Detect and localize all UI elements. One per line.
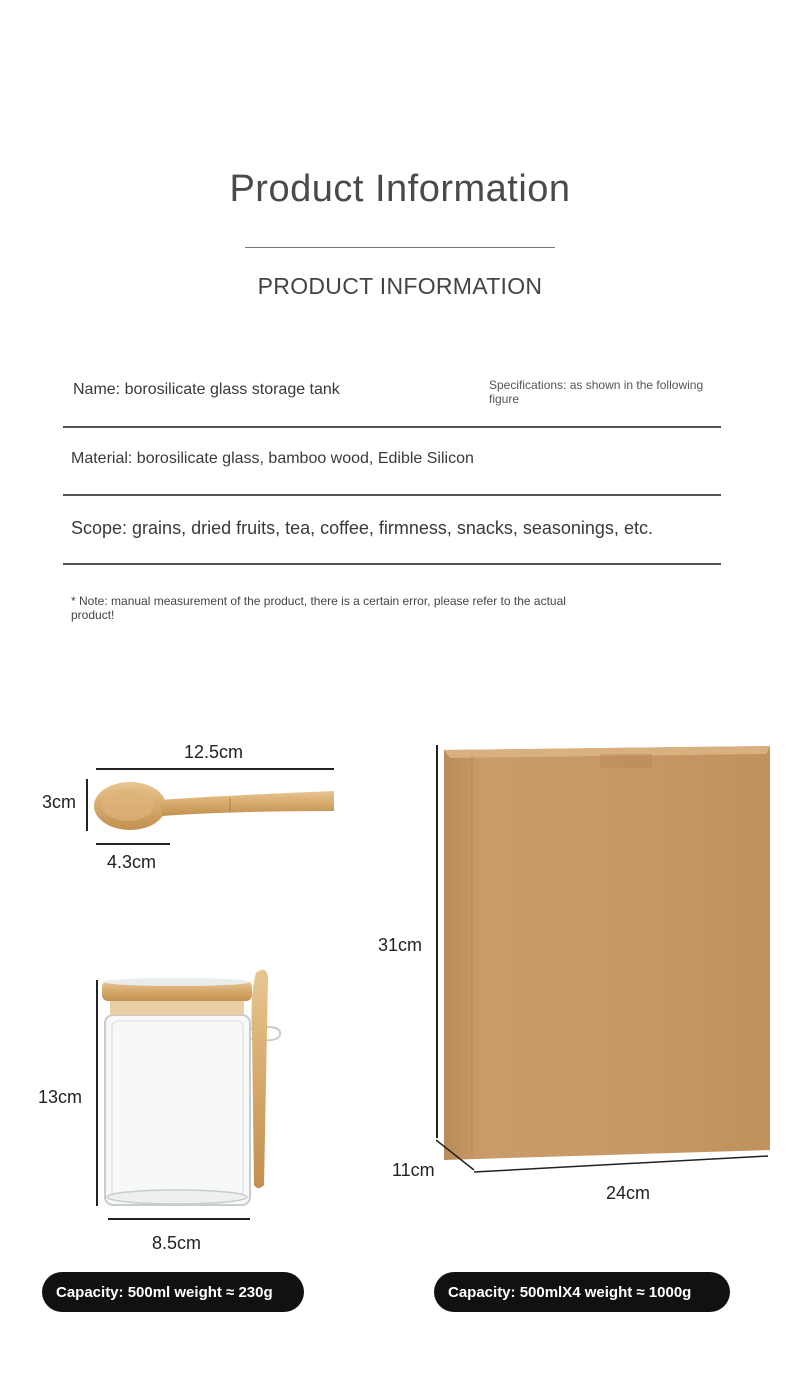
box-width-label: 24cm bbox=[606, 1183, 651, 1203]
jar-height-label: 13cm bbox=[38, 1087, 83, 1107]
info-specifications: Specifications: as shown in the following figure bbox=[489, 378, 704, 406]
title-divider bbox=[245, 247, 555, 248]
spoon-bowl-label: 4.3cm bbox=[107, 852, 157, 872]
row-divider bbox=[63, 426, 721, 428]
jar-image bbox=[100, 965, 290, 1210]
jar-height-line bbox=[96, 980, 98, 1206]
jar-capacity-badge: Capacity: 500ml weight ≈ 230g bbox=[42, 1272, 304, 1312]
page-title: Product Information bbox=[229, 168, 571, 210]
info-name: Name: borosilicate glass storage tank bbox=[73, 381, 340, 398]
spoon-bowl-line bbox=[96, 843, 170, 845]
spoon-image bbox=[92, 778, 338, 836]
spoon-height-label: 3cm bbox=[42, 792, 77, 812]
cardboard-box-image bbox=[436, 740, 776, 1180]
spoon-height-line bbox=[86, 779, 88, 831]
box-height-label: 31cm bbox=[378, 935, 423, 955]
box-capacity-badge: Capacity: 500mlX4 weight ≈ 1000g bbox=[434, 1272, 730, 1312]
page-subtitle: PRODUCT INFORMATION bbox=[257, 273, 543, 299]
jar-width-line bbox=[108, 1218, 250, 1220]
box-depth-label: 11cm bbox=[392, 1160, 435, 1180]
measurement-note: * Note: manual measurement of the product, there is a certain error, please refer to the actual product! bbox=[71, 594, 566, 622]
spoon-length-line bbox=[96, 768, 334, 770]
row-divider bbox=[63, 563, 721, 565]
jar-width-label: 8.5cm bbox=[152, 1233, 202, 1253]
spoon-length-label: 12.5cm bbox=[184, 742, 244, 762]
row-divider bbox=[63, 494, 721, 496]
info-scope: Scope: grains, dried fruits, tea, coffee, firmness, snacks, seasonings, etc. bbox=[71, 518, 653, 538]
info-material: Material: borosilicate glass, bamboo wood, Edible Silicon bbox=[71, 450, 474, 467]
